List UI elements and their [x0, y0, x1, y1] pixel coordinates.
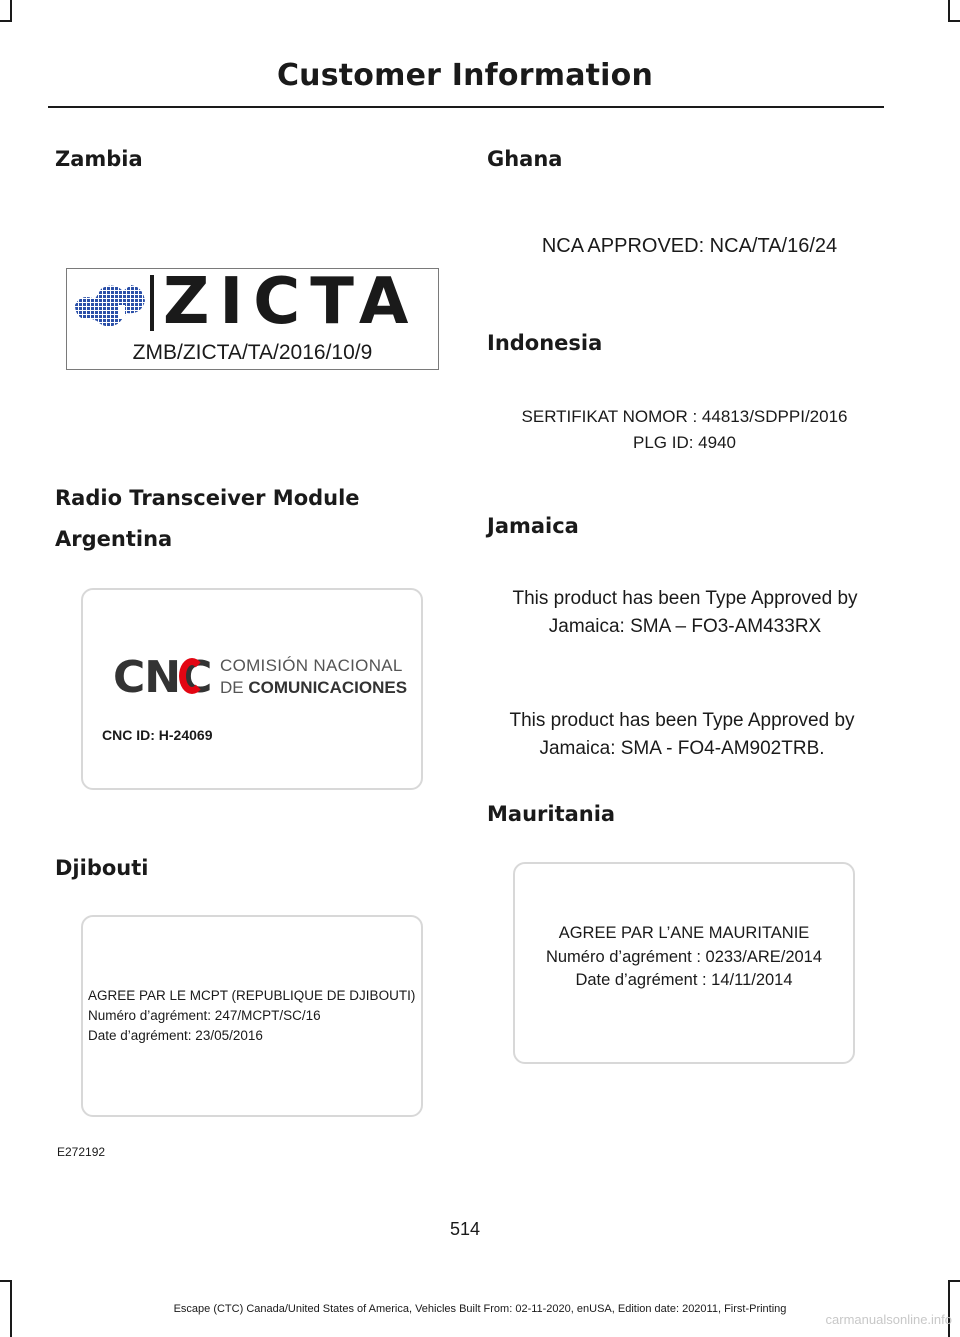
edition-info: Escape (CTC) Canada/United States of America, Vehicles Built From: 02-11-2020, enUSA, Edition date: 202011, First-Printing [173, 1303, 787, 1315]
radio-module-heading: Radio Transceiver Module [55, 486, 360, 510]
cnc-org-line2-prefix: DE [220, 678, 244, 697]
mauritania-line2: Numéro d’agrément : 0233/ARE/2014 [545, 948, 823, 966]
jamaica-cert2-line2: Jamaica: SMA - FO4-AM902TRB. [539, 738, 825, 759]
mauritania-line1: AGREE PAR L’ANE MAURITANIE [558, 924, 810, 942]
zambia-heading: Zambia [55, 147, 143, 171]
ghana-cert: NCA APPROVED: NCA/TA/16/24 [541, 235, 838, 257]
indonesia-line2: PLG ID: 4940 [632, 433, 736, 452]
ghana-heading: Ghana [487, 147, 563, 171]
crop-mark [10, 0, 12, 20]
mauritania-label [513, 862, 855, 1064]
djibouti-line3: Date d’agrément: 23/05/2016 [88, 1028, 263, 1043]
crop-mark [0, 20, 12, 22]
crop-mark [948, 0, 950, 20]
crop-mark [0, 1280, 12, 1282]
cnc-logo-text: CNC [113, 652, 212, 703]
djibouti-line1: AGREE PAR LE MCPT (REPUBLIQUE DE DJIBOUTI) [88, 988, 416, 1003]
zambia-cert: ZMB/ZICTA/TA/2016/10/9 [132, 341, 373, 364]
mauritania-heading: Mauritania [487, 802, 616, 826]
page-number: 514 [449, 1219, 481, 1239]
cnc-org-line1: COMISIÓN NACIONAL [220, 656, 403, 675]
argentina-heading: Argentina [55, 527, 173, 551]
jamaica-cert1-line1: This product has been Type Approved by [512, 588, 858, 609]
jamaica-heading: Jamaica [487, 514, 579, 538]
djibouti-label [81, 915, 423, 1117]
page-title: Customer Information [276, 58, 654, 93]
crop-mark [948, 20, 960, 22]
zicta-label [66, 265, 439, 370]
zicta-divider [150, 275, 154, 331]
crop-mark [948, 1280, 960, 1282]
zicta-logo-text: ZICTA [163, 265, 419, 339]
cnc-org-line2-bold: COMUNICACIONES [248, 678, 408, 697]
djibouti-heading: Djibouti [55, 856, 149, 880]
jamaica-cert2-line1: This product has been Type Approved by [509, 710, 855, 731]
cnc-red-mark [179, 658, 205, 694]
figure-id: E272192 [57, 1145, 106, 1159]
argentina-cert: CNC ID: H-24069 [102, 727, 213, 743]
watermark: carmanualsonline.info [825, 1312, 952, 1327]
mauritania-line3: Date d’agrément : 14/11/2014 [575, 971, 793, 989]
djibouti-line2: Numéro d’agrément: 247/MCPT/SC/16 [88, 1008, 321, 1023]
indonesia-line1: SERTIFIKAT NOMOR : 44813/SDPPI/2016 [521, 407, 848, 426]
indonesia-heading: Indonesia [487, 331, 603, 355]
title-divider [48, 106, 884, 108]
cnc-org-line2 [220, 678, 407, 698]
argentina-label [81, 588, 423, 790]
zambia-map-logo-icon [71, 275, 151, 335]
jamaica-cert1-line2: Jamaica: SMA – FO3-AM433RX [548, 616, 822, 637]
